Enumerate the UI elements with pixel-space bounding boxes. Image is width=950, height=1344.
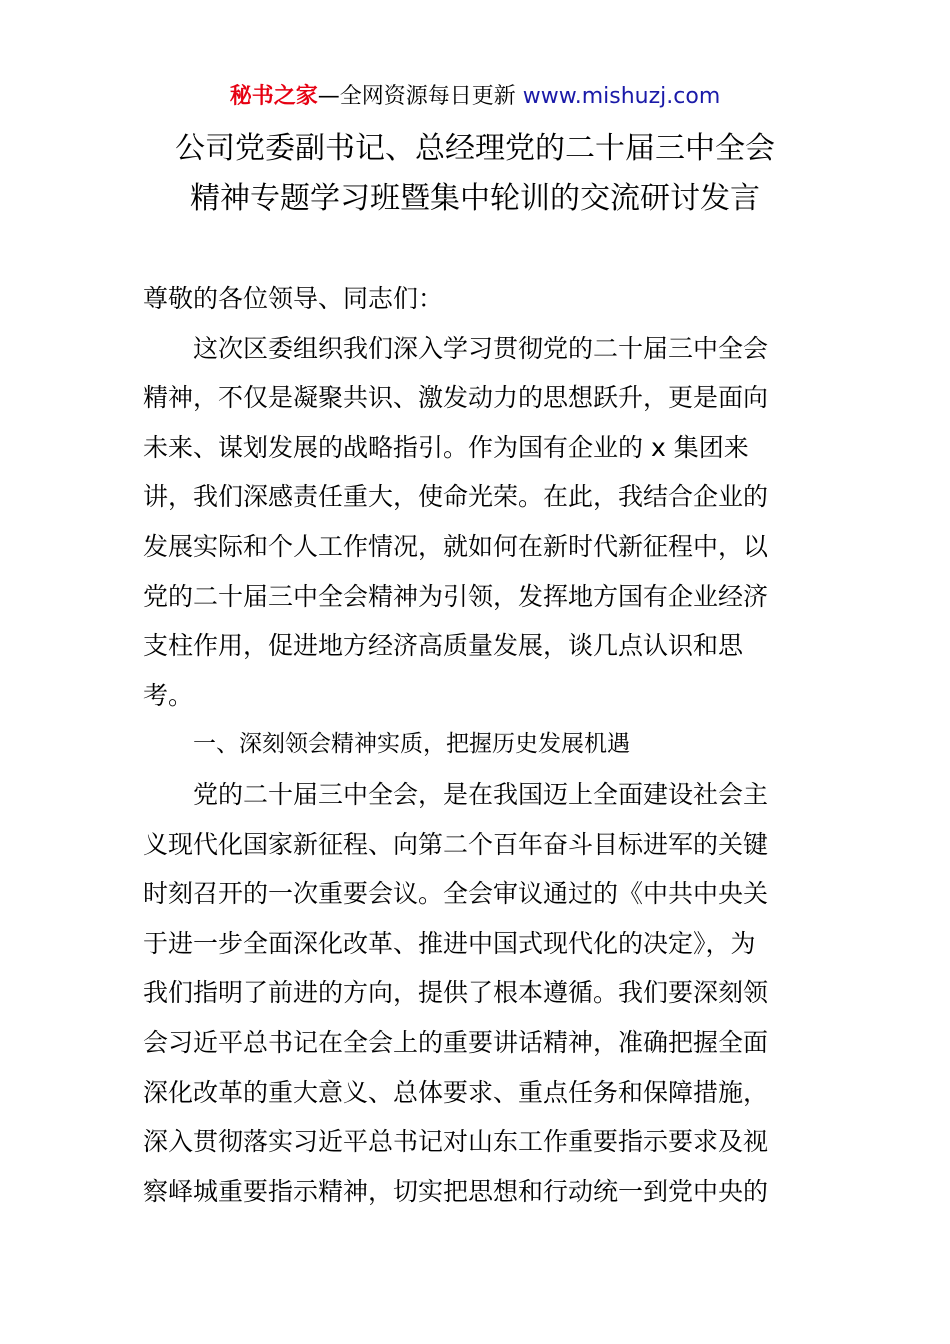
paragraph-line: 察峄城重要指示精神，切实把思想和行动统一到党中央的 (143, 1176, 769, 1206)
paragraph-line: 会习近平总书记在全会上的重要讲话精神，准确把握全面 (143, 1027, 769, 1057)
paragraph-line: 深化改革的重大意义、总体要求、重点任务和保障措施， (143, 1077, 769, 1107)
paragraph-line: 讲，我们深感责任重大，使命光荣。在此，我结合企业的 (143, 482, 769, 512)
paragraph-line: 时刻召开的一次重要会议。全会审议通过的《中共中央关 (143, 879, 769, 909)
paragraph-line: 深入贯彻落实习近平总书记对山东工作重要指示要求及视 (143, 1127, 769, 1157)
paragraph-line: 未来、谋划发展的战略指引。作为国有企业的 x 集团来 (143, 432, 749, 462)
paragraph-1 (143, 324, 809, 721)
paragraph-line: 我们指明了前进的方向，提供了根本遵循。我们要深刻领 (143, 978, 769, 1008)
paragraph-2 (143, 770, 809, 1216)
document-body (143, 274, 809, 1216)
paragraph-line: 发展实际和个人工作情况，就如何在新时代新征程中，以 (143, 531, 769, 561)
document-title (0, 124, 950, 224)
paragraph-line: 义现代化国家新征程、向第二个百年奋斗目标进军的关键 (143, 829, 769, 859)
header-banner (0, 82, 950, 112)
paragraph-line: 党的二十届三中全会精神为引领，发挥地方国有企业经济 (143, 581, 769, 611)
section-heading-1: 一、深刻领会精神实质，把握历史发展机遇 (193, 731, 630, 758)
paragraph-line: 精神，不仅是凝聚共识、激发动力的思想跃升，更是面向 (143, 383, 769, 413)
title-line-2: 精神专题学习班暨集中轮训的交流研讨发言 (190, 181, 760, 216)
paragraph-line: 考。 (143, 680, 194, 710)
banner-tagline: —全网资源每日更新 (317, 84, 523, 109)
paragraph-line: 这次区委组织我们深入学习贯彻党的二十届三中全会 (193, 333, 769, 363)
paragraph-line: 支柱作用，促进地方经济高质量发展，谈几点认识和思 (143, 631, 744, 661)
greeting: 尊敬的各位领导、同志们： (143, 284, 444, 313)
title-line-1: 公司党委副书记、总经理党的二十届三中全会 (175, 131, 775, 166)
paragraph-line: 党的二十届三中全会，是在我国迈上全面建设社会主 (193, 779, 769, 809)
brand-name: 秘书之家 (229, 84, 318, 109)
site-url[interactable]: www.mishuzj.com (522, 84, 721, 109)
paragraph-line: 于进一步全面深化改革、推进中国式现代化的决定》，为 (143, 928, 756, 958)
